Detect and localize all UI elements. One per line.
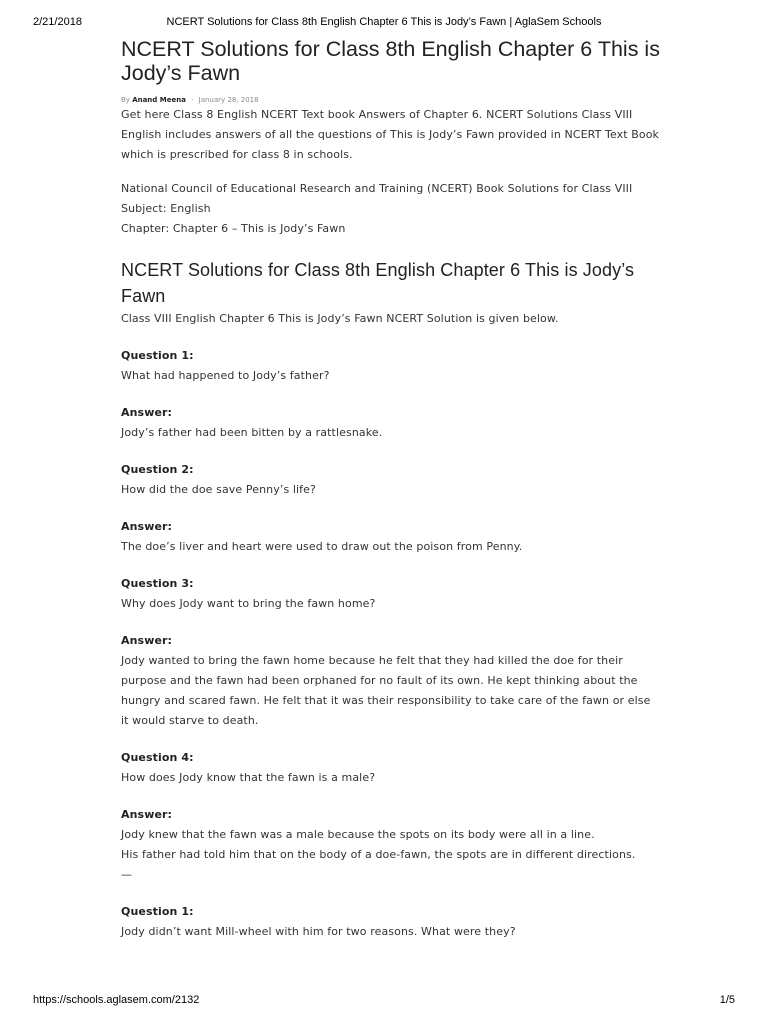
- page-number: 1/5: [719, 994, 735, 1006]
- article-title: NCERT Solutions for Class 8th English Chapter 6 This is Jody’s Fawn: [121, 37, 660, 85]
- answer-text: Jody knew that the fawn was a male because the spots on its body were all in a line.: [121, 828, 595, 841]
- question-text: Jody didn’t want Mill-wheel with him for two reasons. What were they?: [121, 925, 516, 938]
- question-label: Question 4:: [121, 751, 194, 764]
- byline: [121, 95, 661, 105]
- answer-label: Answer:: [121, 406, 173, 419]
- question-text: Why does Jody want to bring the fawn home?: [121, 597, 376, 610]
- question-label: Question 1:: [121, 349, 194, 362]
- section-heading: NCERT Solutions for Class 8th English Chapter 6 This is Jody’s Fawn: [121, 260, 635, 306]
- answer-label: Answer:: [121, 634, 173, 647]
- print-header: [33, 16, 735, 30]
- meta-block: [121, 179, 661, 239]
- page-url: https://schools.aglasem.com/2132: [33, 994, 200, 1006]
- qa-item: [121, 460, 661, 557]
- publish-date: January 28, 2018: [198, 96, 259, 104]
- author-link[interactable]: Anand Meena: [132, 96, 186, 104]
- answer-text: Jody’s father had been bitten by a rattlesnake.: [121, 426, 383, 439]
- answer-text: The doe’s liver and heart were used to draw out the poison from Penny.: [121, 540, 523, 553]
- print-footer: [33, 994, 735, 1008]
- qa-item: [121, 574, 661, 731]
- answer-label: Answer:: [121, 808, 173, 821]
- question-label: Question 1:: [121, 905, 194, 918]
- meta-board: National Council of Educational Research and Training (NCERT) Book Solutions for Class VIII: [121, 182, 633, 195]
- intro-paragraph: Get here Class 8 English NCERT Text book Answers of Chapter 6. NCERT Solutions Class VIII English includes answers of all the questions of This is Jody’s Fawn provided in NCERT Text Book which is prescribed for class 8 in schools.: [121, 108, 660, 161]
- qa-item: [121, 346, 661, 443]
- lead-paragraph: Class VIII English Chapter 6 This is Jody’s Fawn NCERT Solution is given below.: [121, 312, 559, 325]
- question-label: Question 2:: [121, 463, 194, 476]
- meta-chapter: Chapter: Chapter 6 – This is Jody’s Fawn: [121, 222, 346, 235]
- article-body: [121, 105, 661, 942]
- qa-item: [121, 902, 661, 942]
- print-date: 2/21/2018: [33, 16, 82, 28]
- article: [121, 37, 661, 942]
- answer-text: Jody wanted to bring the fawn home because he felt that they had killed the doe for their purpose and the fawn had been orphaned for no fault of its own. He kept thinking about the hungry and scared fawn. He felt that it was their responsibility to take care of the fawn or else it would starve to death.: [121, 654, 651, 727]
- answer-label: Answer:: [121, 520, 173, 533]
- question-text: How did the doe save Penny’s life?: [121, 483, 316, 496]
- section-separator: —: [121, 868, 133, 881]
- answer-text: His father had told him that on the body of a doe-fawn, the spots are in different directions.: [121, 848, 636, 861]
- question-text: What had happened to Jody’s father?: [121, 369, 330, 382]
- question-label: Question 3:: [121, 577, 194, 590]
- question-text: How does Jody know that the fawn is a male?: [121, 771, 376, 784]
- qa-item: [121, 748, 661, 865]
- byline-prefix: By: [121, 96, 130, 104]
- print-page-title: NCERT Solutions for Class 8th English Chapter 6 This is Jody’s Fawn | AglaSem Schools: [166, 16, 602, 28]
- meta-subject: Subject: English: [121, 202, 211, 215]
- byline-separator: ·: [191, 96, 194, 104]
